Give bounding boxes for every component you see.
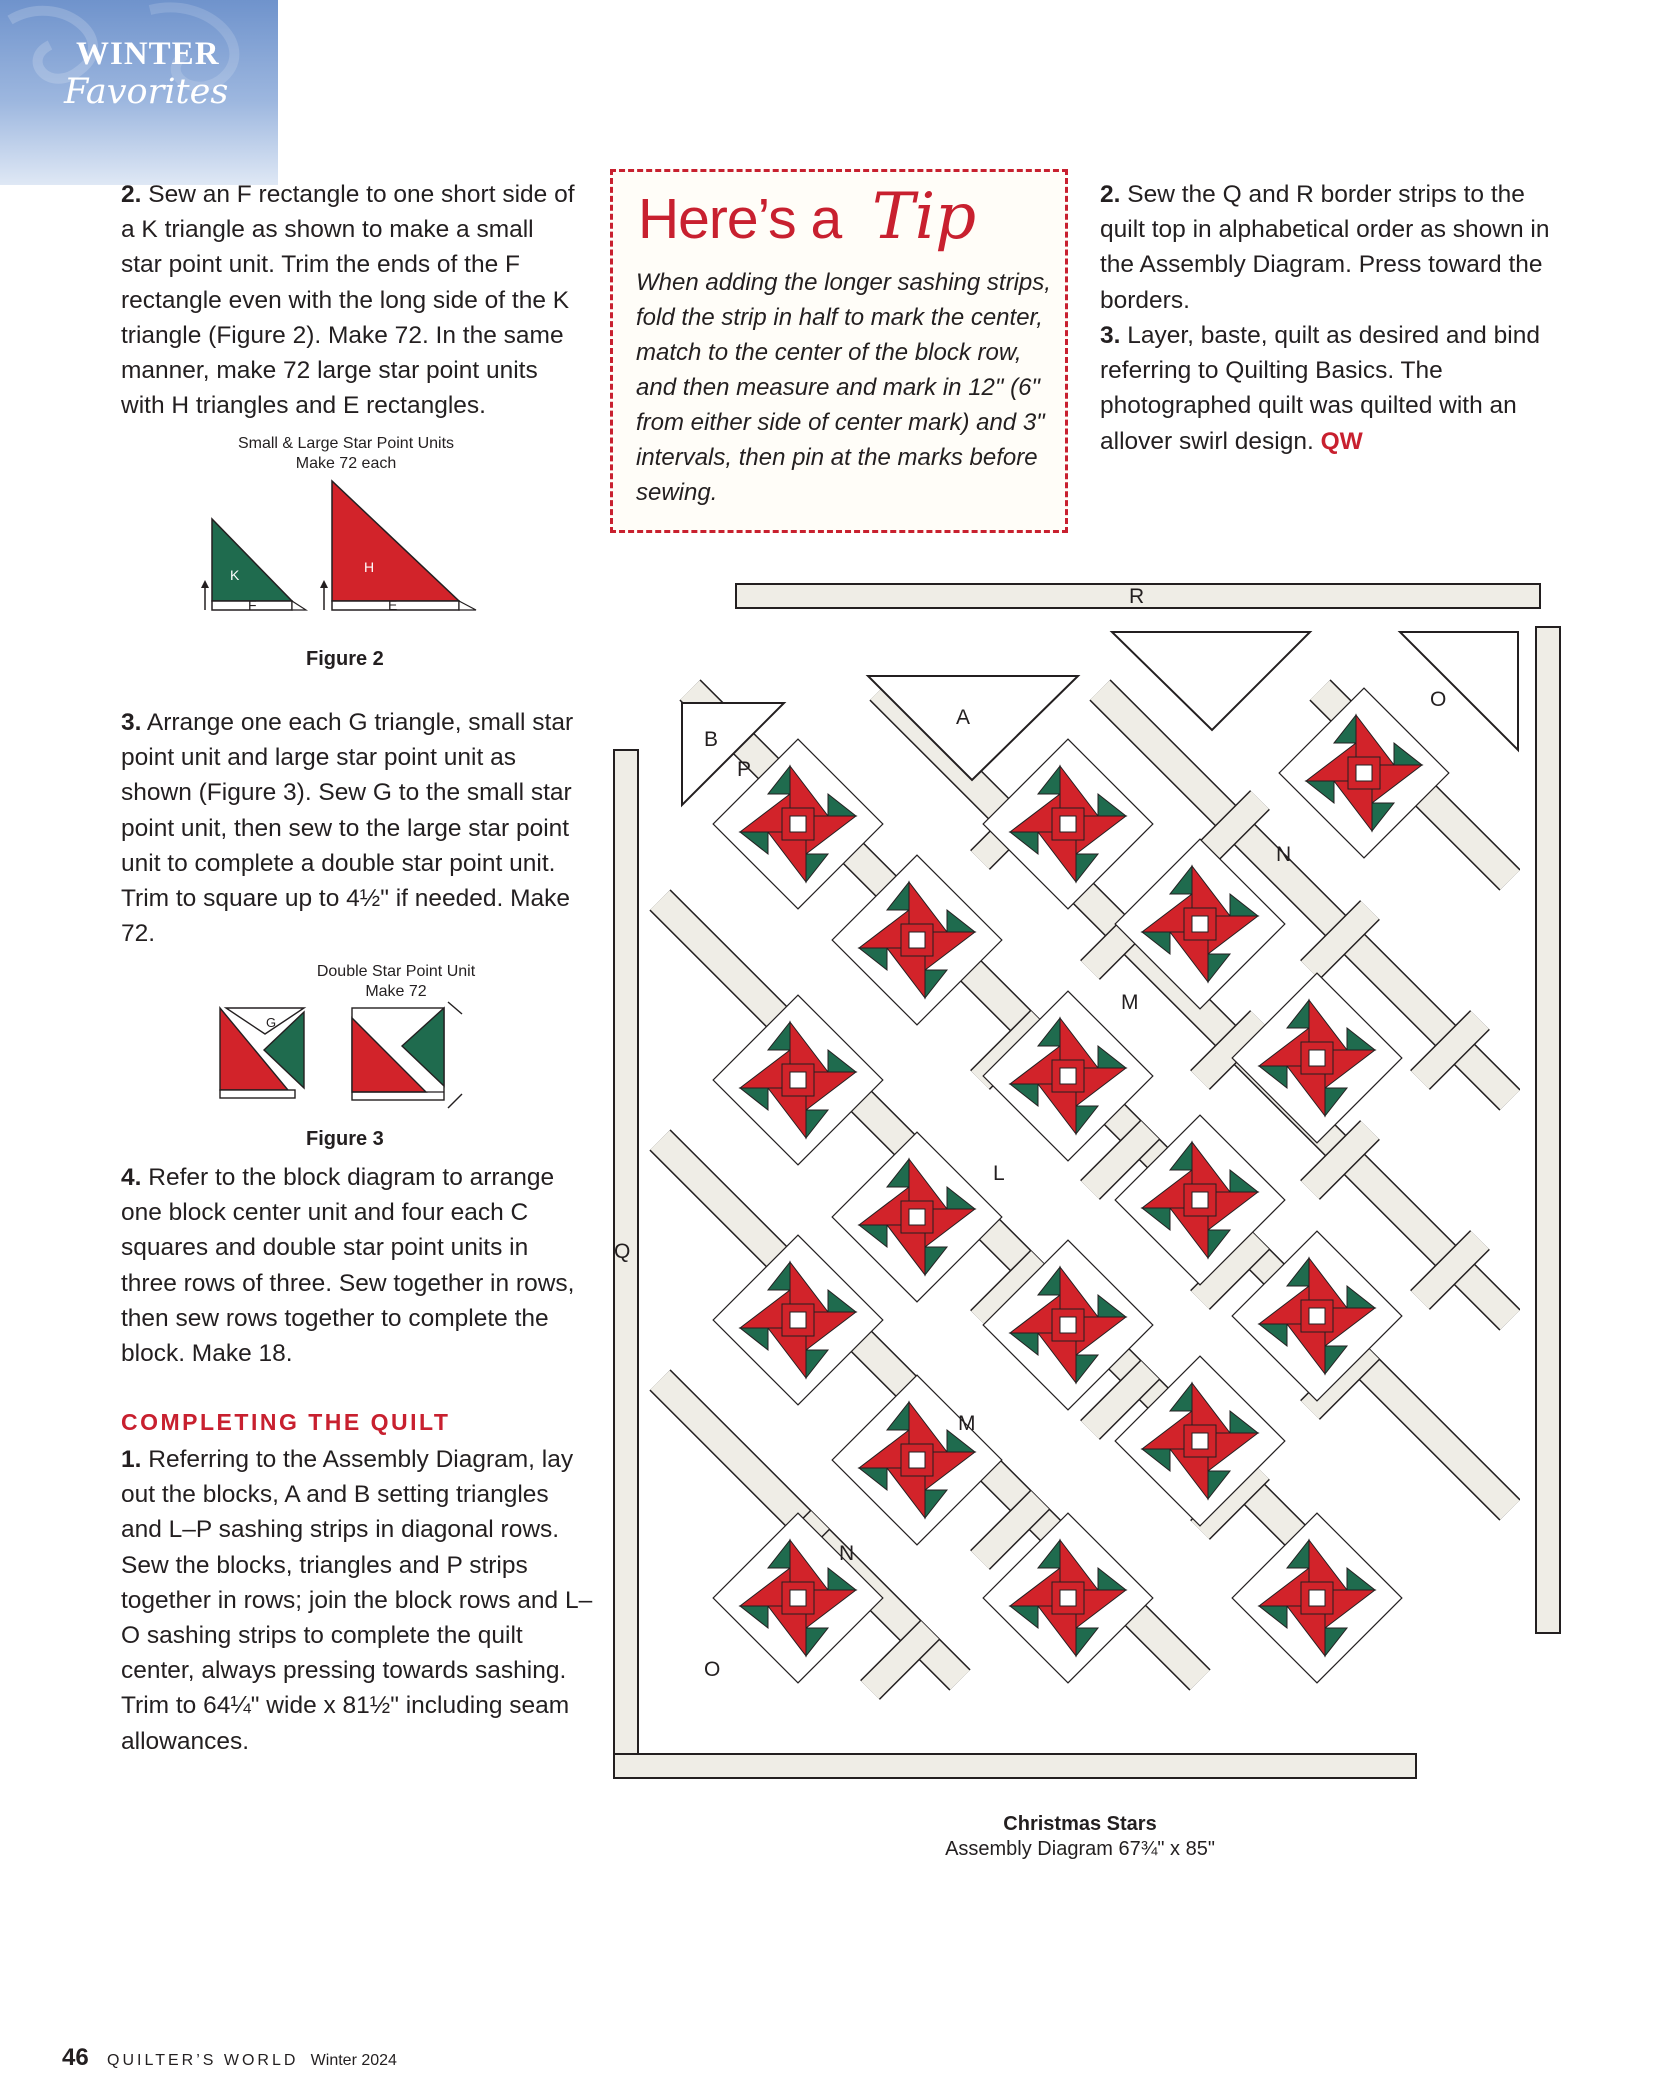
issue-date: Winter 2024	[310, 2052, 397, 2069]
label-o: O	[704, 1658, 721, 1681]
section-title-favorites: Favorites	[64, 72, 229, 112]
figure-2-title: Figure 2	[306, 648, 384, 670]
border-strip-r-bottom	[614, 1754, 1416, 1778]
magazine-name: QUILTER’S WORLD	[107, 2052, 299, 2069]
caption-line: Make 72	[365, 983, 427, 1000]
block-center-square	[909, 932, 925, 948]
block-center-square	[790, 1072, 806, 1088]
block-center-square	[1060, 816, 1076, 832]
section-heading: COMPLETING THE QUILT	[121, 1409, 451, 1435]
step-text: Sew the Q and R border strips to the quilt top in alphabetical order as shown in the Assembly Diagram. Press toward the borders.	[1100, 181, 1550, 314]
h-label: H	[364, 559, 375, 575]
e-label: E	[388, 597, 398, 613]
block-center-square	[790, 1312, 806, 1328]
label-n: N	[839, 1542, 855, 1565]
block-center-square	[1309, 1590, 1325, 1606]
figure-3-title: Figure 3	[306, 1128, 384, 1150]
section-title-winter: WINTER	[76, 36, 220, 72]
block-center-square	[1192, 1192, 1208, 1208]
block-center-square	[1060, 1068, 1076, 1084]
block-center-square	[1060, 1317, 1076, 1333]
diagram-subtitle: Assembly Diagram 67¾" x 85"	[945, 1838, 1215, 1860]
label-o: O	[1430, 688, 1447, 711]
step-text: Refer to the block diagram to arrange one block center unit and four each C squares and double star point units in three rows of three. Sew together in rows, then sew rows together to complete the block. Make 18.	[121, 1164, 575, 1368]
step-text: Arrange one each G triangle, small star point unit and large star point unit as shown (Figure 3). Sew G to the small star point unit, then sew to the large star point unit to complete a double star point unit. Trim to square up to 4½" if needed. Make 72.	[121, 709, 574, 948]
block-center-square	[790, 1590, 806, 1606]
step-text: Sew an F rectangle to one short side of a K triangle as shown to make a small star point unit. Trim the ends of the F rectangle even with the long side of the K triangle (Figure 2). Make 72. In the same manner, make 72 large star point units with H triangles and E rectangles.	[121, 181, 575, 420]
label-n: N	[1276, 843, 1292, 866]
block-center-square	[909, 1452, 925, 1468]
diagram-title: Christmas Stars	[1003, 1813, 1157, 1835]
tip-heading-script: Tip	[872, 180, 977, 254]
block-center-square	[1060, 1590, 1076, 1606]
block-center-square	[1309, 1050, 1325, 1066]
step-number: 2.	[121, 181, 142, 208]
block-center-square	[1192, 916, 1208, 932]
caption-line: Make 72 each	[295, 455, 397, 472]
block-center-square	[909, 1209, 925, 1225]
label-q: Q	[614, 1240, 631, 1263]
g-label: G	[266, 1015, 277, 1030]
step-number: 3.	[1100, 322, 1121, 349]
step-text: Layer, baste, quilt as desired and bind referring to Quilting Basics. The photographed quilt was quilted with an allover swirl design.	[1100, 322, 1540, 455]
step-number: 3.	[121, 709, 142, 736]
label-l: L	[993, 1162, 1005, 1185]
block-center-square	[1356, 765, 1372, 781]
step-number: 2.	[1100, 181, 1121, 208]
label-m: M	[958, 1412, 976, 1435]
caption-line: Double Star Point Unit	[316, 963, 476, 980]
f-label: F	[248, 597, 257, 613]
step-text: Referring to the Assembly Diagram, lay out the blocks, A and B setting triangles and L–P sashing strips in diagonal rows. Sew the blocks, triangles and P strips together in rows; join the block rows and L–O sashing strips to complete the quilt center, always pressing towards sashing. Trim to 64¼" wide x 81½" including seam allowances.	[121, 1446, 593, 1755]
block-center-square	[1309, 1308, 1325, 1324]
step-number: 1.	[121, 1446, 142, 1473]
tip-heading: Here’s a	[638, 187, 842, 251]
k-label: K	[230, 567, 240, 583]
step-number: 4.	[121, 1164, 142, 1191]
block-center-square	[790, 816, 806, 832]
block-center-square	[1192, 1433, 1208, 1449]
page-footer	[62, 2044, 397, 2072]
label-p: P	[737, 758, 752, 781]
assembly-diagram-caption	[880, 1812, 1280, 1862]
page-number: 46	[62, 2044, 89, 2071]
label-m: M	[1121, 991, 1139, 1014]
caption-line: Small & Large Star Point Units	[237, 435, 455, 452]
label-a: A	[956, 706, 971, 729]
label-r: R	[1129, 585, 1145, 608]
border-strip-q-right	[1536, 627, 1560, 1633]
tip-body: When adding the longer sashing strips, fold the strip in half to mark the center, match to the center of the block row, and then measure and mark in 12" (6" from either side of center mark) and 3" intervals, then pin at the marks before sewing.	[636, 269, 1051, 506]
label-b: B	[704, 728, 719, 751]
qw-end-mark: QW	[1320, 427, 1363, 455]
